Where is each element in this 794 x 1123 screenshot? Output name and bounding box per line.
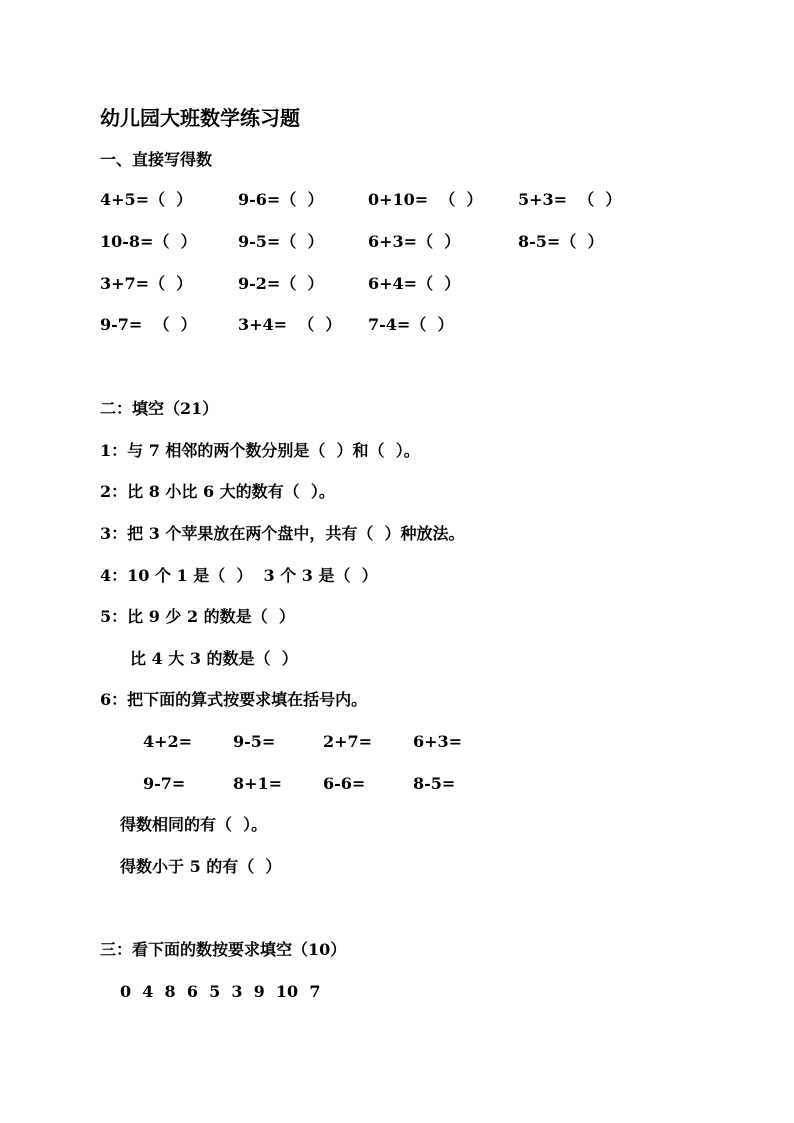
same-result-prompt: 得数相同的有（ ）。 [120, 815, 268, 834]
expression: 2+7= [323, 732, 373, 751]
fill-question-4: 4：10 个 1 是（ ） 3 个 3 是（ ） [100, 566, 378, 585]
problem-4-1: 9-7= （ ） [100, 315, 197, 334]
problem-2-4: 8-5=（ ） [518, 232, 604, 251]
problem-3-2: 9-2=（ ） [238, 274, 324, 293]
number-sequence: 0 4 8 6 5 3 9 10 7 [120, 982, 321, 1001]
problem-1-1: 4+5=（ ） [100, 190, 193, 209]
expression: 6+3= [413, 732, 463, 751]
expression: 8-5= [413, 774, 456, 793]
problem-4-2: 3+4= （ ） [238, 315, 342, 334]
fill-question-5b: 比 4 大 3 的数是（ ） [130, 649, 298, 668]
problem-1-3: 0+10= （ ） [368, 190, 483, 209]
fill-question-2: 2：比 8 小比 6 大的数有（ ）。 [100, 482, 335, 501]
fill-question-6: 6：把下面的算式按要求填在括号内。 [100, 690, 368, 709]
problem-1-4: 5+3= （ ） [518, 190, 622, 209]
section-1-heading: 一、直接写得数 [100, 150, 213, 169]
problem-2-3: 6+3=（ ） [368, 232, 461, 251]
fill-question-5a: 5：比 9 少 2 的数是（ ） [100, 607, 295, 626]
less-than-five-prompt: 得数小于 5 的有（ ） [120, 857, 282, 876]
fill-question-3: 3：把 3 个苹果放在两个盘中，共有（ ）种放法。 [100, 524, 465, 543]
page-title: 幼儿园大班数学练习题 [100, 106, 300, 130]
problem-2-2: 9-5=（ ） [238, 232, 324, 251]
problem-4-3: 7-4=（ ） [368, 315, 454, 334]
fill-question-1: 1：与 7 相邻的两个数分别是（ ）和（ ）。 [100, 441, 420, 460]
section-2-heading: 二：填空（21） [100, 399, 219, 418]
expression: 4+2= [143, 732, 193, 751]
problem-3-1: 3+7=（ ） [100, 274, 193, 293]
problem-2-1: 10-8=（ ） [100, 232, 197, 251]
expression: 9-5= [233, 732, 276, 751]
expression: 6-6= [323, 774, 366, 793]
section-3-heading: 三：看下面的数按要求填空（10） [100, 940, 347, 959]
expression: 9-7= [143, 774, 186, 793]
expression: 8+1= [233, 774, 283, 793]
problem-3-3: 6+4=（ ） [368, 274, 461, 293]
problem-1-2: 9-6=（ ） [238, 190, 324, 209]
